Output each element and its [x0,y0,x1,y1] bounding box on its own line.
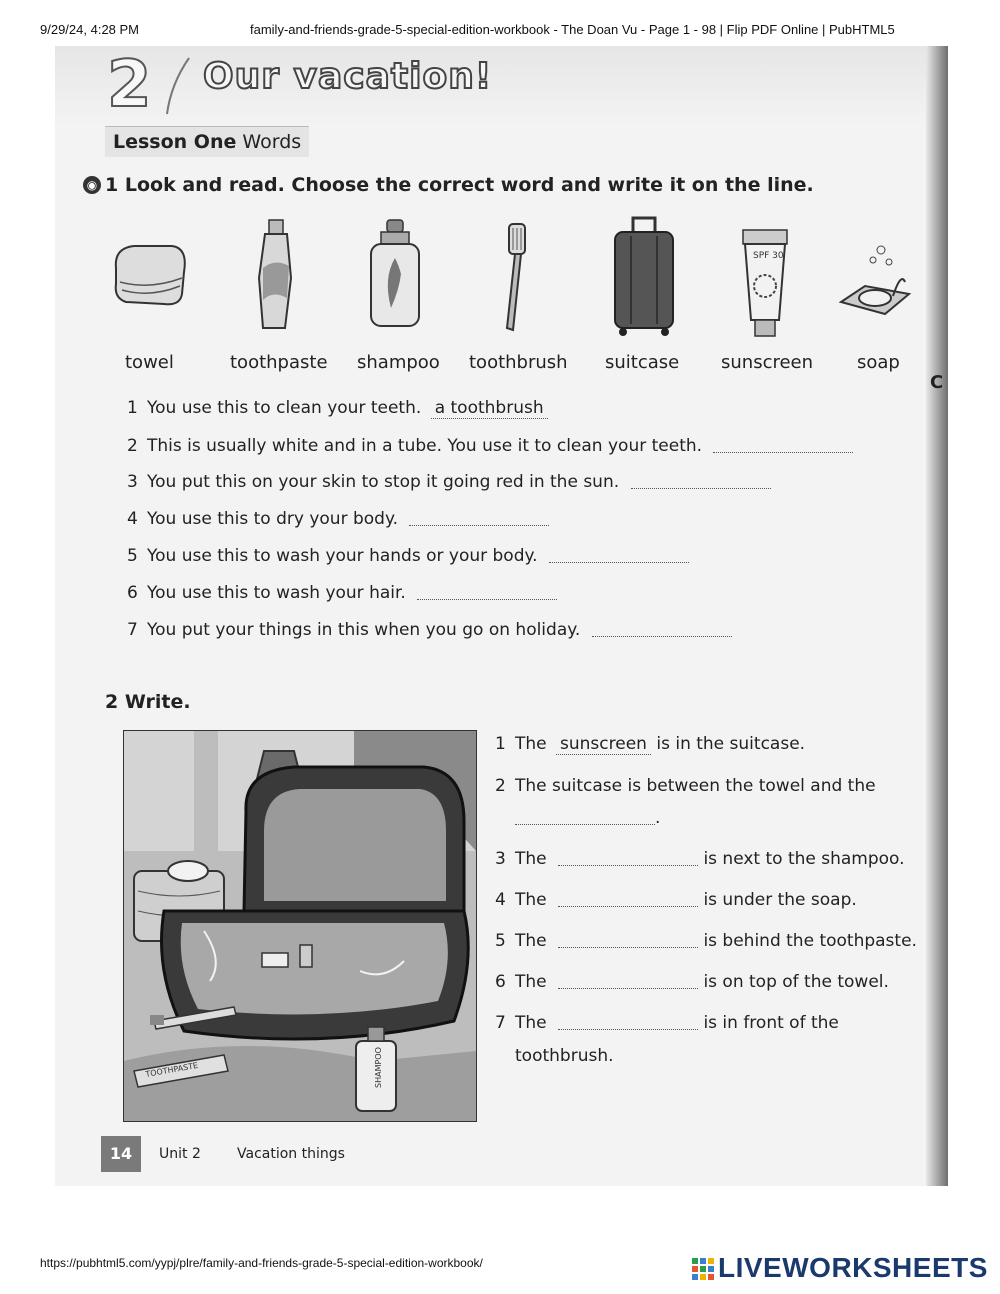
unit-number: 2 [107,48,152,122]
sentence-6: 6 The is on top of the towel. [495,972,889,992]
suitcase-scene-illustration [123,730,477,1122]
title-divider-icon [163,54,193,118]
question-4: 4 You use this to dry your body. [127,509,549,529]
answer-field-6[interactable] [417,585,557,600]
word-toothbrush: toothbrush [469,352,568,373]
exercise2-instruction: Write. [124,691,191,713]
answer-field-2[interactable] [713,438,853,453]
browser-url: https://pubhtml5.com/yypj/plre/family-and-friends-grade-5-special-edition-workbook/ [40,1256,483,1270]
answer-field-7[interactable] [592,622,732,637]
towel-icon [110,238,190,310]
sentence-7: 7 The is in front of the [495,1013,839,1033]
question-5: 5 You use this to wash your hands or your body. [127,546,689,566]
sentence-4-answer[interactable] [558,892,698,907]
soap-icon [835,242,915,330]
lesson-label: Lesson One [113,131,237,153]
footer-unit: Unit 2 [159,1146,201,1162]
logo-grid-icon [692,1258,714,1280]
unit-title: Our vacation! [203,56,493,97]
svg-text:SPF 30: SPF 30 [753,251,784,261]
lesson-heading [105,126,309,157]
sentence-1-answer[interactable]: sunscreen [556,734,651,755]
sentence-7-answer[interactable] [558,1015,698,1030]
answer-field-5[interactable] [549,548,689,563]
lesson-topic: Words [242,131,302,153]
edge-letter: C [930,372,944,393]
sunscreen-icon [739,228,791,340]
toothpaste-icon [251,218,301,332]
word-toothpaste: toothpaste [230,352,328,373]
sentence-2-line2: . [515,808,660,828]
question-6: 6 You use this to wash your hair. [127,583,557,603]
question-7: 7 You put your things in this when you go on holiday. [127,620,732,640]
logo-text: LIVEWORKSHEETS [718,1252,988,1283]
sentence-2: 2 The suitcase is between the towel and the [495,776,876,796]
browser-datetime: 9/29/24, 4:28 PM [40,22,140,37]
exercise1-number: 1 [105,174,119,196]
browser-page-title: family-and-friends-grade-5-special-edition-workbook - The Doan Vu - Page 1 - 98 | Flip PDF Online | PubHTML5 [250,22,895,37]
question-3: 3 You put this on your skin to stop it going red in the sun. [127,472,771,492]
scene-shampoo-label: SHAMPOO [374,1047,383,1088]
cd-icon: ◉ [83,176,101,194]
exercise2-number: 2 [105,691,119,713]
exercise1-instruction: Look and read. Choose the correct word and write it on the line. [124,174,814,196]
sentence-6-answer[interactable] [558,974,698,989]
sentence-3-answer[interactable] [558,851,698,866]
word-suitcase: suitcase [605,352,680,373]
toothbrush-icon [495,222,537,332]
page-spine-shadow [926,46,948,1186]
exercise2-heading [105,691,191,713]
answer-field-1[interactable]: a toothbrush [431,398,548,419]
sentence-5-answer[interactable] [558,933,698,948]
question-1: 1 You use this to clean your teeth. a toothbrush [127,398,548,418]
word-towel: towel [125,352,174,373]
shampoo-icon [367,218,423,330]
scene-toothpaste-label: TOOTHPASTE [144,1060,199,1079]
sentence-3: 3 The is next to the shampoo. [495,849,905,869]
exercise1-heading [83,174,814,196]
answer-field-4[interactable] [409,511,549,526]
liveworksheets-logo [692,1252,988,1284]
suitcase-icon [611,212,677,338]
sentence-7-line2: toothbrush. [515,1046,614,1066]
sentence-1: 1 The sunscreen is in the suitcase. [495,734,806,754]
word-sunscreen: sunscreen [721,352,814,373]
sentence-5: 5 The is behind the toothpaste. [495,931,917,951]
workbook-page [55,46,948,1186]
page-number: 14 [101,1136,141,1172]
question-2: 2 This is usually white and in a tube. You use it to clean your teeth. [127,436,853,456]
answer-field-3[interactable] [631,474,771,489]
word-shampoo: shampoo [357,352,440,373]
word-soap: soap [857,352,900,373]
sentence-4: 4 The is under the soap. [495,890,857,910]
footer-topic: Vacation things [237,1146,345,1162]
sentence-2-answer[interactable] [515,810,655,825]
